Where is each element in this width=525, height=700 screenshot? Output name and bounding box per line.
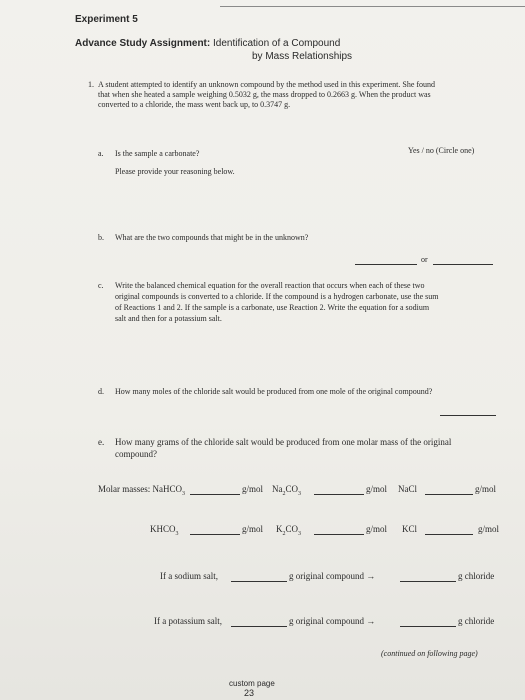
qe-line1: How many grams of the chloride salt would be produced from one molar mass of the original [115, 437, 452, 447]
nacl-unit: g/mol [475, 484, 497, 494]
nahco3-unit: g/mol [242, 484, 264, 494]
qa-letter: a. [98, 149, 104, 158]
na2co3-unit: g/mol [366, 484, 388, 494]
kcl-formula: KCl [402, 524, 418, 534]
nacl-blank[interactable] [425, 494, 473, 495]
qb-letter: b. [98, 233, 104, 242]
khco3-text: KHCO [150, 524, 176, 534]
potassium-chloride-blank[interactable] [400, 626, 456, 627]
molar-row-1 [98, 484, 185, 497]
sodium-chloride-label: g chloride [458, 571, 495, 581]
khco3-sub: 3 [175, 530, 179, 537]
qb-answer1-line[interactable] [355, 264, 417, 265]
qc-letter: c. [98, 281, 104, 290]
potassium-arrow-icon: → [366, 616, 376, 626]
khco3-unit: g/mol [242, 524, 264, 534]
potassium-original-text [289, 616, 375, 626]
sodium-chloride-blank[interactable] [400, 581, 456, 582]
nacl-formula: NaCl [398, 484, 417, 494]
k2co3-text-a: K [276, 524, 283, 534]
sodium-original-blank[interactable] [231, 581, 287, 582]
potassium-label: If a potassium salt, [154, 616, 222, 626]
na2co3-formula [272, 484, 301, 497]
q1-number: 1. [88, 80, 94, 89]
q1-line1: A student attempted to identify an unknown compound by the method used in this experiment. She found [98, 80, 436, 89]
qb-answer2-line[interactable] [433, 264, 493, 265]
potassium-original-label: g original compound [289, 616, 364, 626]
title-line2: by Mass Relationships [252, 51, 353, 62]
k2co3-text-b: CO [285, 524, 299, 534]
qd-question: How many moles of the chloride salt would be produced from one mole of the original compound? [115, 387, 433, 396]
assignment-label: Advance Study Assignment: [75, 38, 211, 49]
q1-line3: converted to a chloride, the mass went back up, to 0.3747 g. [98, 100, 291, 109]
qa-question: Is the sample a carbonate? [115, 149, 200, 158]
k2co3-unit: g/mol [366, 524, 388, 534]
kcl-blank[interactable] [425, 534, 473, 535]
qa-choice[interactable]: Yes / no (Circle one) [408, 146, 475, 155]
qc-line4: salt and then for a potassium salt. [115, 314, 222, 323]
sodium-original-text [289, 571, 375, 581]
na2co3-sub2: 3 [298, 490, 302, 497]
qc-line3: of Reactions 1 and 2. If the sample is a carbonate, use Reaction 2. Write the equation for a sodium [115, 303, 430, 312]
sodium-arrow-icon: → [366, 571, 376, 581]
title-line1: Identification of a Compound [213, 38, 341, 49]
k2co3-blank[interactable] [314, 534, 364, 535]
na2co3-sub1: 2 [282, 490, 286, 497]
k2co3-formula [276, 524, 301, 537]
k2co3-sub2: 3 [298, 530, 302, 537]
khco3-formula [150, 524, 179, 537]
qd-answer-line[interactable] [440, 415, 496, 416]
potassium-original-blank[interactable] [231, 626, 287, 627]
sodium-original-label: g original compound [289, 571, 364, 581]
qa-prompt: Please provide your reasoning below. [115, 167, 235, 176]
potassium-chloride-label: g chloride [458, 616, 495, 626]
qb-or: or [421, 255, 428, 264]
nahco3-blank[interactable] [190, 494, 240, 495]
page-number: 23 [244, 688, 255, 698]
nahco3-formula [152, 484, 186, 497]
qc-line2: original compounds is converted to a chloride. If the compound is a hydrogen carbonate, use the sum [115, 292, 439, 301]
qe-letter: e. [98, 437, 105, 447]
na2co3-text-a: Na [272, 484, 283, 494]
q1-line2: that when she heated a sample weighing 0.5032 g, the mass dropped to 0.2663 g. When the product was [98, 90, 431, 99]
sodium-label: If a sodium salt, [160, 571, 218, 581]
nahco3-sub: 3 [182, 490, 185, 497]
custom-page-label: custom page [229, 679, 275, 688]
experiment-label: Experiment 5 [75, 14, 138, 25]
qc-line1: Write the balanced chemical equation for the overall reaction that occurs when each of these two [115, 281, 425, 290]
kcl-unit: g/mol [478, 524, 500, 534]
qe-line2: compound? [115, 449, 157, 459]
na2co3-blank[interactable] [314, 494, 364, 495]
qb-question: What are the two compounds that might be in the unknown? [115, 233, 309, 242]
qd-letter: d. [98, 387, 104, 396]
top-rule [220, 6, 525, 7]
khco3-blank[interactable] [190, 534, 240, 535]
nahco3-text: NaHCO [152, 484, 182, 494]
molar-label: Molar masses: [98, 484, 151, 494]
page-title [75, 38, 340, 49]
k2co3-sub1: 2 [282, 530, 286, 537]
na2co3-text-b: CO [285, 484, 299, 494]
continued-note: (continued on following page) [381, 649, 478, 658]
